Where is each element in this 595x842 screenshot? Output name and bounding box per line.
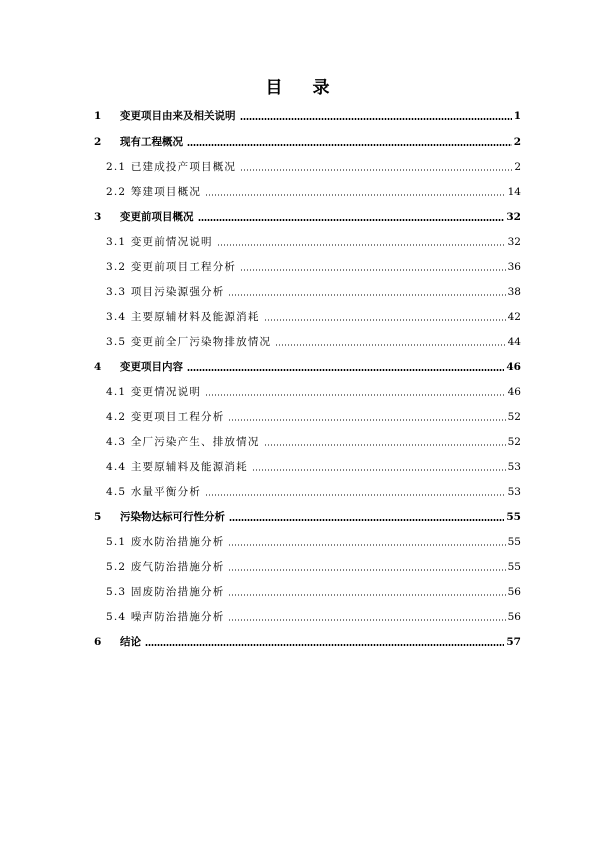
toc-page-number: 38 bbox=[507, 286, 521, 298]
toc-leader-dots bbox=[205, 494, 506, 496]
toc-leader-dots bbox=[240, 269, 505, 271]
toc-section-entry[interactable] bbox=[0, 458, 595, 474]
toc-leader-dots bbox=[240, 118, 512, 120]
toc-chapter-number: 5 bbox=[94, 511, 102, 523]
toc-section-entry[interactable] bbox=[0, 183, 595, 199]
toc-page-number: 14 bbox=[507, 186, 521, 198]
toc-section-entry[interactable] bbox=[0, 433, 595, 449]
toc-section-entry[interactable] bbox=[0, 258, 595, 274]
toc-leader-dots bbox=[228, 569, 505, 571]
toc-leader-dots bbox=[187, 144, 512, 146]
toc-section-entry[interactable] bbox=[0, 383, 595, 399]
title-char-2: 录 bbox=[312, 78, 330, 98]
toc-page-number: 2 bbox=[514, 161, 521, 173]
toc-entry-label: 4.5 水量平衡分析 bbox=[106, 486, 202, 498]
toc-entry-label: 变更前项目概况 bbox=[120, 211, 194, 223]
toc-page-number: 55 bbox=[506, 511, 521, 523]
toc-leader-dots bbox=[264, 444, 506, 446]
toc-chapter-entry[interactable] bbox=[0, 633, 595, 649]
toc-leader-dots bbox=[198, 219, 505, 221]
toc-page-number: 44 bbox=[507, 336, 521, 348]
toc-section-entry[interactable] bbox=[0, 533, 595, 549]
toc-section-entry[interactable] bbox=[0, 608, 595, 624]
toc-entry-label: 2.2 筹建项目概况 bbox=[106, 186, 202, 198]
toc-section-entry[interactable] bbox=[0, 158, 595, 174]
toc-page-number: 53 bbox=[507, 461, 521, 473]
toc-chapter-number: 6 bbox=[94, 636, 102, 648]
toc-leader-dots bbox=[229, 519, 504, 521]
toc-leader-dots bbox=[228, 594, 505, 596]
toc-entry-label: 3.1 变更前情况说明 bbox=[106, 236, 213, 248]
toc-page-number: 55 bbox=[507, 561, 521, 573]
toc-entry-label: 现有工程概况 bbox=[120, 136, 183, 148]
toc-page-number: 2 bbox=[513, 136, 521, 148]
toc-section-entry[interactable] bbox=[0, 408, 595, 424]
toc-entry-label: 5.1 废水防治措施分析 bbox=[106, 536, 225, 548]
toc-page-number: 42 bbox=[507, 311, 521, 323]
toc-section-entry[interactable] bbox=[0, 483, 595, 499]
toc-chapter-number: 4 bbox=[94, 361, 102, 373]
toc-entry-label: 3.3 项目污染源强分析 bbox=[106, 286, 225, 298]
toc-section-entry[interactable] bbox=[0, 583, 595, 599]
toc-page-number: 57 bbox=[506, 636, 521, 648]
toc-page-number: 36 bbox=[507, 261, 521, 273]
toc-chapter-entry[interactable] bbox=[0, 107, 595, 123]
toc-page-number: 55 bbox=[507, 536, 521, 548]
toc-section-entry[interactable] bbox=[0, 333, 595, 349]
toc-leader-dots bbox=[145, 644, 504, 646]
toc-entry-label: 5.4 噪声防治措施分析 bbox=[106, 611, 225, 623]
toc-entry-label: 4.2 变更项目工程分析 bbox=[106, 411, 225, 423]
toc-leader-dots bbox=[187, 369, 504, 371]
toc-chapter-entry[interactable] bbox=[0, 133, 595, 149]
toc-entry-label: 4.4 主要原辅料及能源消耗 bbox=[106, 461, 248, 473]
toc-leader-dots bbox=[228, 294, 505, 296]
toc-leader-dots bbox=[275, 344, 505, 346]
toc-page-number: 46 bbox=[506, 361, 521, 373]
toc-entry-label: 4.1 变更情况说明 bbox=[106, 386, 202, 398]
toc-page-number: 53 bbox=[507, 486, 521, 498]
toc-section-entry[interactable] bbox=[0, 233, 595, 249]
toc-page-number: 46 bbox=[507, 386, 521, 398]
toc-leader-dots bbox=[217, 244, 506, 246]
toc-leader-dots bbox=[252, 469, 506, 471]
toc-chapter-entry[interactable] bbox=[0, 508, 595, 524]
toc-entry-label: 5.2 废气防治措施分析 bbox=[106, 561, 225, 573]
toc-chapter-number: 3 bbox=[94, 211, 102, 223]
toc-entry-label: 3.4 主要原辅材料及能源消耗 bbox=[106, 311, 260, 323]
toc-chapter-entry[interactable] bbox=[0, 358, 595, 374]
toc-leader-dots bbox=[228, 544, 505, 546]
toc-page-number: 56 bbox=[507, 586, 521, 598]
toc-page-number: 52 bbox=[507, 436, 521, 448]
toc-chapter-entry[interactable] bbox=[0, 208, 595, 224]
toc-entry-label: 变更项目由来及相关说明 bbox=[120, 110, 236, 122]
toc-entry-label: 4.3 全厂污染产生、排放情况 bbox=[106, 436, 260, 448]
toc-entry-label: 2.1 已建成投产项目概况 bbox=[106, 161, 237, 173]
toc-leader-dots bbox=[205, 194, 506, 196]
toc-chapter-number: 2 bbox=[94, 136, 102, 148]
toc-chapter-number: 1 bbox=[94, 110, 102, 122]
toc-entry-label: 5.3 固废防治措施分析 bbox=[106, 586, 225, 598]
toc-page-number: 1 bbox=[513, 110, 521, 122]
toc-entry-label: 污染物达标可行性分析 bbox=[120, 511, 225, 523]
toc-section-entry[interactable] bbox=[0, 558, 595, 574]
toc-entry-label: 3.5 变更前全厂污染物排放情况 bbox=[106, 336, 272, 348]
toc-page-number: 32 bbox=[507, 236, 521, 248]
toc-page-number: 32 bbox=[506, 211, 521, 223]
page-title bbox=[0, 73, 595, 98]
toc-page-number: 52 bbox=[507, 411, 521, 423]
toc-leader-dots bbox=[205, 394, 506, 396]
toc-leader-dots bbox=[228, 419, 505, 421]
toc-section-entry[interactable] bbox=[0, 283, 595, 299]
toc-leader-dots bbox=[228, 619, 505, 621]
toc-leader-dots bbox=[264, 319, 506, 321]
toc-section-entry[interactable] bbox=[0, 308, 595, 324]
toc-leader-dots bbox=[240, 169, 512, 171]
toc-entry-label: 3.2 变更前项目工程分析 bbox=[106, 261, 237, 273]
toc-page-number: 56 bbox=[507, 611, 521, 623]
toc-entry-label: 变更项目内容 bbox=[120, 361, 183, 373]
toc-entry-label: 结论 bbox=[120, 636, 141, 648]
title-char-1: 目 bbox=[265, 78, 283, 98]
